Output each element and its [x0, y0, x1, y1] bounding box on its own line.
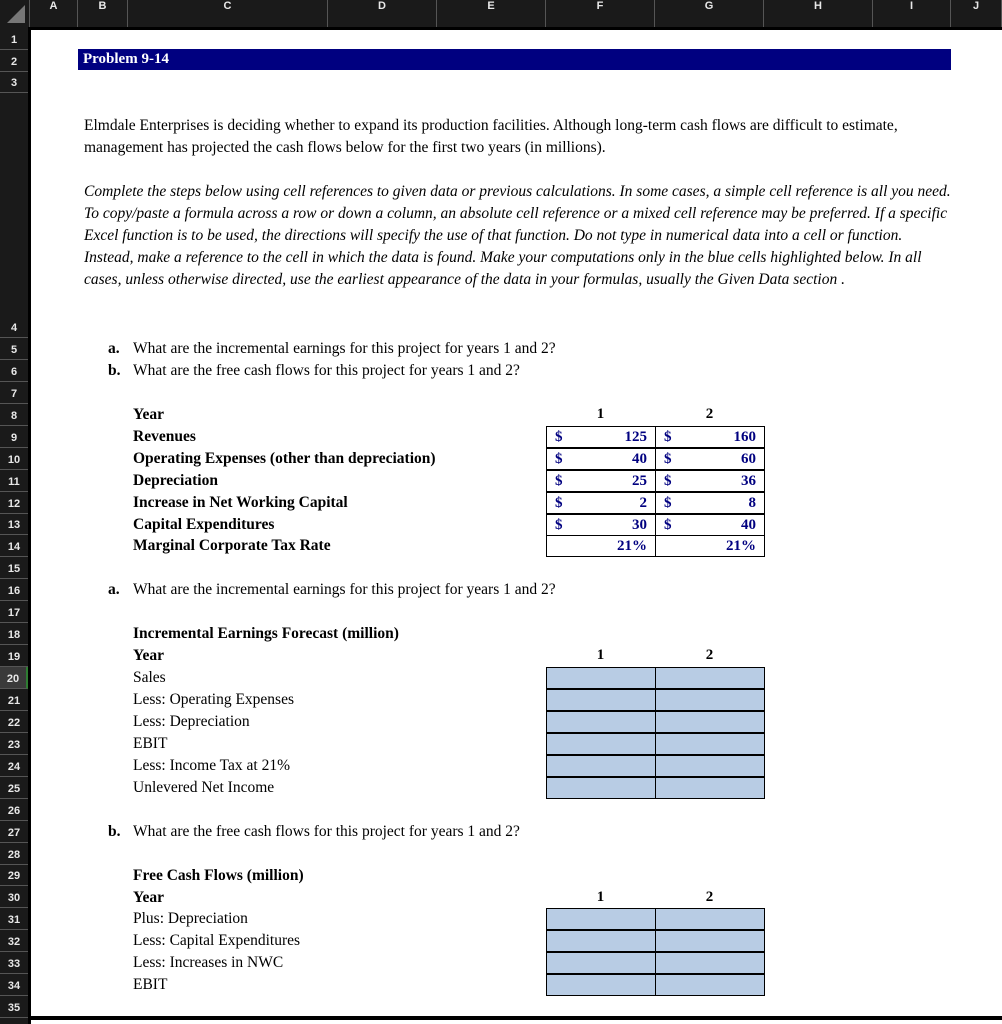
column-header-H[interactable]: H	[764, 0, 873, 27]
fcf-input-cell[interactable]	[546, 930, 656, 952]
given-value-cell[interactable]	[546, 492, 656, 514]
given-value: 60	[741, 450, 756, 467]
given-value: 8	[748, 494, 756, 511]
row-header-3[interactable]: 3	[0, 72, 28, 93]
column-header-B[interactable]: B	[78, 0, 128, 27]
earnings-input-cell[interactable]	[655, 711, 765, 733]
given-row-label: Operating Expenses (other than depreciation)	[133, 449, 436, 467]
earnings-year-header: 1	[596, 647, 605, 664]
given-value-cell[interactable]	[655, 426, 765, 448]
currency-symbol: $	[555, 450, 563, 467]
row-header-31[interactable]: 31	[0, 908, 28, 930]
earnings-year-label: Year	[133, 647, 164, 665]
row-header-27[interactable]: 27	[0, 821, 28, 843]
earnings-input-cell[interactable]	[546, 733, 656, 755]
row-header-28[interactable]: 28	[0, 843, 28, 865]
row-header-23[interactable]: 23	[0, 733, 28, 755]
row-header-18[interactable]: 18	[0, 623, 28, 645]
given-value-cell[interactable]	[546, 426, 656, 448]
given-value-cell[interactable]	[655, 492, 765, 514]
column-header-D[interactable]: D	[328, 0, 437, 27]
row-header-30[interactable]: 30	[0, 887, 28, 909]
currency-symbol: $	[664, 450, 672, 467]
fcf-year-header: 2	[705, 888, 714, 905]
given-value: 21%	[726, 538, 756, 555]
question-b-text: What are the free cash flows for this project for years 1 and 2?	[133, 822, 520, 840]
question-a-label: a.	[108, 340, 120, 357]
row-header-24[interactable]: 24	[0, 755, 28, 777]
fcf-row-label: Plus: Depreciation	[133, 910, 248, 928]
row-header-11[interactable]: 11	[0, 470, 28, 492]
fcf-input-cell[interactable]	[655, 974, 765, 996]
column-header-C[interactable]: C	[128, 0, 328, 27]
column-header-G[interactable]: G	[655, 0, 764, 27]
given-year-header: 1	[596, 405, 605, 422]
given-value: 40	[632, 450, 647, 467]
given-row-label: Marginal Corporate Tax Rate	[133, 537, 331, 555]
row-header-29[interactable]: 29	[0, 865, 28, 887]
fcf-row-label: EBIT	[133, 976, 168, 994]
row-header-8[interactable]: 8	[0, 404, 28, 426]
row-header-12[interactable]: 12	[0, 492, 28, 514]
row-header-21[interactable]: 21	[0, 689, 28, 711]
given-value: 40	[741, 516, 756, 533]
given-value-cell[interactable]	[655, 514, 765, 536]
earnings-input-cell[interactable]	[546, 689, 656, 711]
row-header-6[interactable]: 6	[0, 360, 28, 382]
currency-symbol: $	[664, 472, 672, 489]
currency-symbol: $	[555, 516, 563, 533]
given-value: 36	[741, 472, 756, 489]
currency-symbol: $	[664, 428, 672, 445]
column-header-I[interactable]: I	[873, 0, 951, 27]
row-header-9[interactable]: 9	[0, 426, 28, 448]
earnings-row-label: Less: Income Tax at 21%	[133, 756, 291, 774]
given-row-label: Revenues	[133, 427, 196, 445]
question-a-text: What are the incremental earnings for this project for years 1 and 2?	[133, 340, 556, 357]
row-header-4[interactable]: 4	[0, 93, 28, 338]
question-b-label: b.	[108, 361, 121, 379]
given-year-header: 2	[705, 405, 714, 422]
earnings-row-label: Unlevered Net Income	[133, 778, 275, 796]
column-header-A[interactable]: A	[30, 0, 78, 27]
given-value-cell[interactable]	[546, 535, 656, 557]
row-header-17[interactable]: 17	[0, 601, 28, 623]
currency-symbol: $	[555, 428, 563, 445]
select-all-corner[interactable]	[0, 0, 30, 27]
sheet-border-bottom	[28, 1016, 1002, 1020]
fcf-input-cell[interactable]	[655, 930, 765, 952]
currency-symbol: $	[555, 472, 563, 489]
earnings-row-label: Less: Operating Expenses	[133, 691, 294, 709]
row-header-1[interactable]: 1	[0, 27, 28, 50]
row-header-2[interactable]: 2	[0, 50, 28, 72]
given-value: 30	[632, 516, 647, 533]
given-value: 125	[624, 428, 647, 445]
row-header-10[interactable]: 10	[0, 448, 28, 470]
row-header-5[interactable]: 5	[0, 338, 28, 360]
row-header-25[interactable]: 25	[0, 777, 28, 799]
currency-symbol: $	[664, 494, 672, 511]
earnings-input-cell[interactable]	[655, 755, 765, 777]
given-value-cell[interactable]	[546, 514, 656, 536]
earnings-input-cell[interactable]	[546, 777, 656, 799]
currency-symbol: $	[664, 516, 672, 533]
earnings-row-label: EBIT	[133, 734, 168, 752]
earnings-input-cell[interactable]	[655, 733, 765, 755]
row-header-33[interactable]: 33	[0, 952, 28, 974]
given-value-cell[interactable]	[655, 470, 765, 492]
row-header-14[interactable]: 14	[0, 535, 28, 557]
currency-symbol: $	[555, 494, 563, 511]
given-row-label: Increase in Net Working Capital	[133, 493, 348, 511]
row-header-13[interactable]: 13	[0, 514, 28, 536]
given-value-cell[interactable]	[546, 470, 656, 492]
fcf-input-cell[interactable]	[546, 908, 656, 930]
row-header-34[interactable]: 34	[0, 974, 28, 996]
row-header-16[interactable]: 16	[0, 579, 28, 601]
fcf-year-label: Year	[133, 888, 164, 906]
column-header-J[interactable]: J	[951, 0, 1002, 27]
given-value-cell[interactable]	[655, 448, 765, 470]
intro-text: Elmdale Enterprises is deciding whether to expand its production facilities. Although long-term cash flows are difficult to estimate, management has projected the cash flows below for the first two years (in millions).	[84, 117, 898, 156]
earnings-input-cell[interactable]	[655, 667, 765, 689]
column-header-bar	[0, 0, 1002, 27]
problem-title: Problem 9-14	[78, 49, 951, 70]
earnings-input-cell[interactable]	[546, 755, 656, 777]
row-header-32[interactable]: 32	[0, 930, 28, 952]
fcf-input-cell[interactable]	[655, 908, 765, 930]
earnings-input-cell[interactable]	[546, 667, 656, 689]
earnings-year-header: 2	[705, 647, 714, 664]
row-header-20[interactable]: 20	[0, 667, 28, 689]
row-header-7[interactable]: 7	[0, 382, 28, 404]
question-b-label: b.	[108, 822, 121, 840]
fcf-title: Free Cash Flows (million)	[133, 866, 304, 884]
column-header-E[interactable]: E	[437, 0, 546, 27]
fcf-row-label: Less: Capital Expenditures	[133, 932, 301, 950]
given-value-cell[interactable]	[655, 535, 765, 557]
given-value: 21%	[617, 538, 647, 555]
row-header-35[interactable]: 35	[0, 996, 28, 1018]
given-row-label: Capital Expenditures	[133, 515, 275, 533]
question-a-text: What are the incremental earnings for this project for years 1 and 2?	[133, 581, 556, 599]
given-row-label: Depreciation	[133, 471, 218, 489]
earnings-row-label: Less: Depreciation	[133, 712, 250, 730]
given-value: 160	[733, 428, 756, 445]
row-header-bar	[0, 27, 30, 1024]
row-header-22[interactable]: 22	[0, 711, 28, 733]
earnings-input-cell[interactable]	[546, 711, 656, 733]
given-value: 25	[632, 472, 647, 489]
row-header-15[interactable]: 15	[0, 557, 28, 579]
earnings-input-cell[interactable]	[655, 689, 765, 711]
column-header-F[interactable]: F	[546, 0, 655, 27]
given-year-label: Year	[133, 405, 164, 423]
row-header-26[interactable]: 26	[0, 799, 28, 821]
sheet-border-top	[28, 27, 1002, 30]
earnings-input-cell[interactable]	[655, 777, 765, 799]
question-b-text: What are the free cash flows for this project for years 1 and 2?	[133, 361, 520, 379]
fcf-input-cell[interactable]	[546, 952, 656, 974]
question-a-label: a.	[108, 581, 120, 599]
fcf-input-cell[interactable]	[546, 974, 656, 996]
fcf-row-label: Less: Increases in NWC	[133, 954, 284, 972]
earnings-title: Incremental Earnings Forecast (million)	[133, 625, 399, 643]
earnings-row-label: Sales	[133, 669, 166, 687]
given-value-cell[interactable]	[546, 448, 656, 470]
given-value: 2	[639, 494, 647, 511]
fcf-year-header: 1	[596, 888, 605, 905]
instructions-text: Complete the steps below using cell references to given data or previous calculations. In some cases, a simple cell reference is all you need. To copy/paste a formula across a row or down a column, an absolute cell reference or a mixed cell reference may be preferred. If a specific Excel function is to be used, the directions will specify the use of that function. Do not type in numerical data into a cell or function. Instead, make a reference to the cell in which the data is found. Make your computations only in the blue cells highlighted below. In all cases, unless otherwise directed, use the earliest appearance of the data in your formulas, usually the Given Data section .	[84, 183, 951, 288]
sheet-border	[28, 27, 31, 1024]
fcf-input-cell[interactable]	[655, 952, 765, 974]
row-header-19[interactable]: 19	[0, 645, 28, 667]
